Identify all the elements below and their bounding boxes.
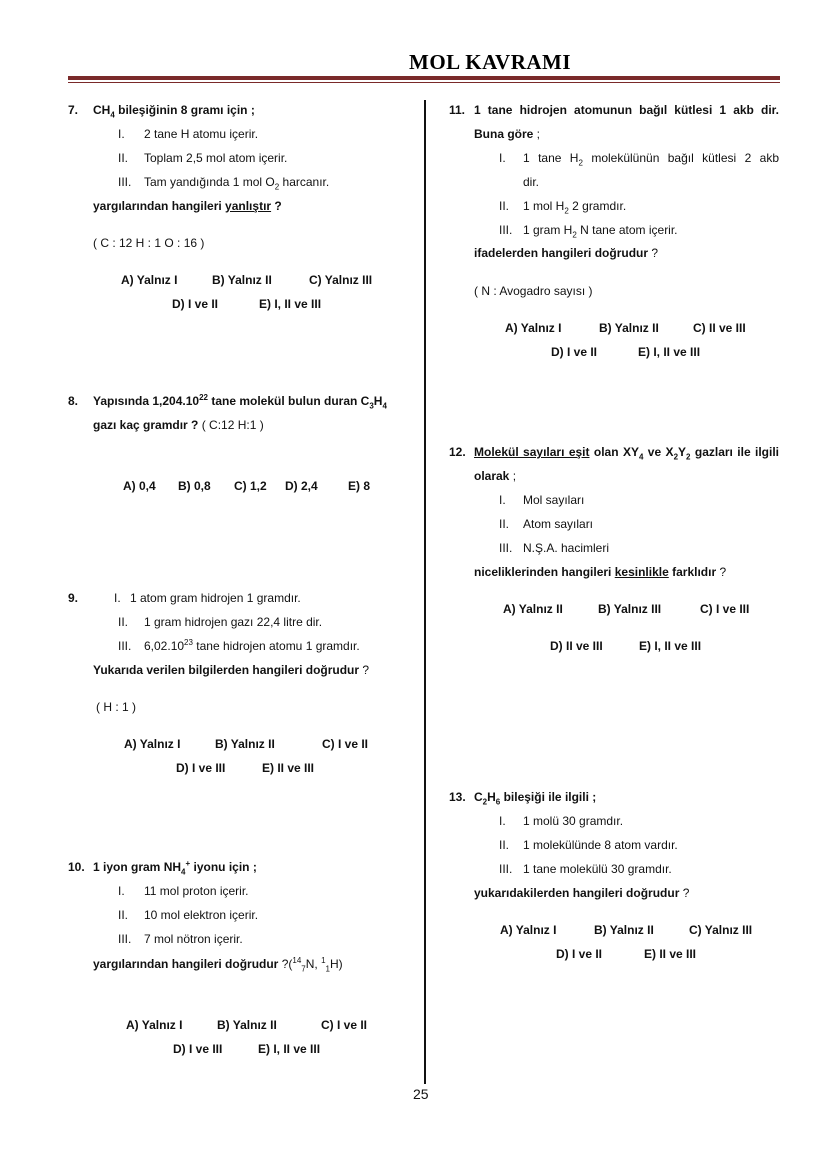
item-text: 1 gram hidrojen gazı 22,4 litre dir.	[144, 615, 323, 629]
option-e: E) II ve III	[262, 761, 315, 775]
option-a: A) Yalnız I	[124, 737, 181, 751]
item-roman: I.	[114, 591, 121, 605]
question-stem-cont: Buna göre ;	[474, 127, 541, 141]
question-stem: Molekül sayıları eşit olan $XY_4$ ve $X_2Y_2$ gazları ile ilgili	[474, 445, 780, 462]
question-7	[68, 98, 418, 328]
option-e: E) 8	[348, 479, 371, 493]
page-number: 25	[413, 1086, 429, 1102]
item-text-cont: dir.	[523, 175, 540, 189]
question-stem: 1 iyon gram $NH_4^+$ iyonu için ;	[93, 859, 257, 877]
option-c: C) Yalnız III	[689, 923, 753, 937]
item-text: 1 atom gram hidrojen 1 gramdır.	[130, 591, 301, 605]
option-c: C) Yalnız III	[309, 273, 373, 287]
option-c: C) I ve II	[322, 737, 369, 751]
option-a: A) Yalnız I	[126, 1018, 183, 1032]
item-text: 1 gram $H_2$ N tane atom içerir.	[523, 223, 678, 240]
header-rule-thin	[68, 82, 780, 83]
item-roman: III.	[499, 223, 513, 237]
question-number: 10.	[68, 860, 85, 874]
page-title: MOL KAVRAMI	[409, 50, 572, 74]
option-a: A) Yalnız II	[503, 602, 563, 616]
item-text: 2 tane H atomu içerir.	[144, 127, 259, 141]
item-roman: I.	[118, 884, 125, 898]
item-text: 10 mol elektron içerir.	[144, 908, 259, 922]
item-roman: III.	[499, 541, 513, 555]
option-e: E) I, II ve III	[639, 639, 702, 653]
option-e: E) I, II ve III	[259, 297, 322, 311]
option-b: B) Yalnız II	[217, 1018, 277, 1032]
question-note: ( N : Avogadro sayısı )	[474, 284, 593, 298]
question-stem-cont: gazı kaç gramdır ? ( C:12 H:1 )	[93, 418, 264, 432]
option-b: B) Yalnız III	[598, 602, 662, 616]
option-c: C) I ve II	[321, 1018, 368, 1032]
question-note: ( H : 1 )	[96, 700, 137, 714]
item-text: Toplam 2,5 mol atom içerir.	[144, 151, 288, 165]
option-b: B) Yalnız II	[215, 737, 275, 751]
item-text: Tam yandığında 1 mol $O_2$ harcanır.	[144, 175, 330, 192]
item-roman: II.	[118, 151, 129, 165]
item-text: N.Ş.A. hacimleri	[523, 541, 610, 555]
item-text: Atom sayıları	[523, 517, 594, 531]
option-a: A) Yalnız I	[500, 923, 557, 937]
option-d: D) 2,4	[285, 479, 318, 493]
question-8	[68, 389, 418, 509]
option-b: B) Yalnız II	[599, 321, 659, 335]
question-number: 8.	[68, 394, 79, 408]
option-c: C) 1,2	[234, 479, 267, 493]
question-ask: ifadelerden hangileri doğrudur ?	[474, 246, 659, 260]
option-a: A) Yalnız I	[505, 321, 562, 335]
item-roman: I.	[499, 151, 506, 165]
option-d: D) I ve III	[176, 761, 226, 775]
question-stem: $CH_4$ bileşiğinin 8 gramı için ;	[93, 103, 255, 120]
question-number: 11.	[449, 103, 466, 117]
item-roman: II.	[499, 517, 510, 531]
question-10	[68, 855, 418, 1065]
question-11	[449, 98, 780, 368]
option-d: D) I ve II	[556, 947, 603, 961]
item-text: 7 mol nötron içerir.	[144, 932, 243, 946]
item-text: 11 mol proton içerir.	[144, 884, 249, 898]
item-text: 1 tane molekülü 30 gramdır.	[523, 862, 672, 876]
option-d: D) I ve II	[172, 297, 219, 311]
question-12	[449, 440, 780, 670]
question-stem: Yapısında 1,204.10$^{22}$ tane molekül bulun duran $C_3H_4$	[93, 393, 387, 411]
question-ask: yargılarından hangileri doğrudur ?($^{14}_7$N, $^1_1$H)	[93, 956, 343, 974]
question-stem: 1 tane hidrojen atomunun bağıl kütlesi 1 akb dir.	[474, 103, 779, 117]
item-roman: III.	[499, 862, 513, 876]
option-c: C) I ve III	[700, 602, 750, 616]
question-9	[68, 586, 418, 786]
question-ask: niceliklerinden hangileri kesinlikle farklıdır ?	[474, 565, 727, 579]
item-roman: II.	[499, 199, 510, 213]
question-ask: yukarıdakilerden hangileri doğrudur ?	[474, 886, 690, 900]
question-number: 13.	[449, 790, 466, 804]
option-a: A) 0,4	[123, 479, 156, 493]
item-roman: II.	[118, 615, 129, 629]
option-a: A) Yalnız I	[121, 273, 178, 287]
item-roman: III.	[118, 175, 132, 189]
option-e: E) I, II ve III	[258, 1042, 321, 1056]
header-rule	[68, 76, 780, 80]
option-b: B) 0,8	[178, 479, 211, 493]
item-roman: II.	[499, 838, 510, 852]
question-13	[449, 785, 780, 975]
option-c: C) II ve III	[693, 321, 746, 335]
option-b: B) Yalnız II	[594, 923, 654, 937]
question-ask: yargılarından hangileri yanlıştır ?	[93, 199, 282, 213]
item-text: Mol sayıları	[523, 493, 585, 507]
option-b: B) Yalnız II	[212, 273, 272, 287]
column-divider	[424, 100, 426, 1084]
question-number: 7.	[68, 103, 79, 117]
question-stem-cont: olarak ;	[474, 469, 517, 483]
option-e: E) I, II ve III	[638, 345, 701, 359]
item-roman: III.	[118, 932, 132, 946]
item-text: 6,02.10$^{23}$ tane hidrojen atomu 1 gramdır.	[144, 638, 360, 653]
item-roman: III.	[118, 639, 132, 653]
item-text: 1 tane $H_2$ molekülünün bağıl kütlesi 2 akb	[523, 151, 779, 168]
question-note: ( C : 12 H : 1 O : 16 )	[93, 236, 205, 250]
question-ask: Yukarıda verilen bilgilerden hangileri doğrudur ?	[93, 663, 370, 677]
item-text: 1 molekülünde 8 atom vardır.	[523, 838, 678, 852]
item-roman: I.	[499, 814, 506, 828]
option-d: D) I ve II	[551, 345, 598, 359]
item-text: 1 molü 30 gramdır.	[523, 814, 624, 828]
question-stem: $C_2H_6$ bileşiği ile ilgili ;	[474, 790, 597, 807]
option-d: D) II ve III	[550, 639, 603, 653]
question-number: 12.	[449, 445, 466, 459]
item-roman: I.	[118, 127, 125, 141]
item-roman: I.	[499, 493, 506, 507]
item-text: 1 mol $H_2$ 2 gramdır.	[523, 199, 627, 216]
question-number: 9.	[68, 591, 79, 605]
option-e: E) II ve III	[644, 947, 697, 961]
item-roman: II.	[118, 908, 129, 922]
option-d: D) I ve III	[173, 1042, 223, 1056]
